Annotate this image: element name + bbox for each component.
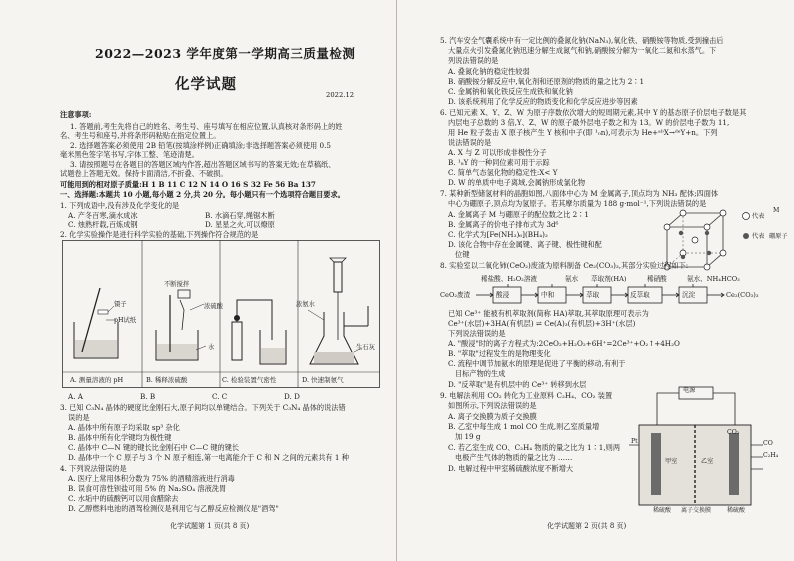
question-4-stem: 4. 下列说法错误的是 bbox=[60, 464, 127, 473]
electrolysis-co2-label: CO₂ bbox=[727, 429, 740, 436]
notice-line: 毫米黑色签字笔书写,字体工整、笔迹清楚。 bbox=[60, 150, 199, 159]
q2-answer-c: C. C bbox=[212, 392, 228, 401]
electrolysis-membrane-label: 离子交换膜 bbox=[681, 507, 712, 514]
question-3-option-c: C. 晶体中 C—N 键的键长比金刚石中 C—C 键的键长 bbox=[68, 443, 240, 452]
electrolysis-acid-right-label: 稀硫酸 bbox=[727, 507, 746, 514]
electrolysis-cell-figure bbox=[629, 385, 769, 515]
flow-step-neutralize: 中和 bbox=[541, 291, 555, 299]
question-6-stem-cont: 说法错误的是 bbox=[448, 138, 492, 147]
flow-step-extract: 萃取 bbox=[586, 291, 600, 299]
question-5-option-d: D. 该系统利用了化学反应的物质变化和化学反应进步等因素 bbox=[448, 97, 638, 106]
question-8-option-b: B. "萃取"过程发生的是物理变化 bbox=[448, 349, 551, 358]
flow-reagent: 稀硝酸 bbox=[647, 275, 667, 283]
electrolysis-chamber-b-label: 乙室 bbox=[701, 458, 714, 465]
question-6-stem: 6. 已知元素 X、Y、Z、W 为原子序数依次增大的短周期元素,其中 Y 的基态原子价层电子数是其 bbox=[440, 108, 747, 117]
question-8-equation: Ce³⁺(水层)+3HA(有机层) ⇌ Ce(A)₃(有机层)+3H⁺(水层) bbox=[448, 319, 636, 328]
flow-step-acid-leach: 酸浸 bbox=[496, 291, 510, 299]
section-heading: 一、选择题:本题共 10 小题,每小题 2 分,共 20 分。每小题只有一个选项符合题目要求。 bbox=[60, 190, 345, 199]
right-page bbox=[397, 0, 794, 561]
q2-caption-c: C. 检验装置气密性 bbox=[222, 376, 277, 384]
question-4-option-d: D. 乙醇燃料电池的酒驾检测仪是利用它与乙醇反应检测仪是"酒驾" bbox=[68, 504, 279, 513]
flow-reagent: 稀盐酸、H₂O₂溶液 bbox=[481, 275, 538, 283]
notice-line: 1. 答题前,考生先将自己的姓名、考生号、座号填写在相应位置,认真核对条形码上的姓 bbox=[70, 122, 343, 131]
notice-heading: 注意事项: bbox=[60, 110, 92, 119]
q2-label-conc-acid: 浓硫酸 bbox=[204, 303, 223, 310]
question-5-stem-cont: 列说法错误的是 bbox=[448, 56, 499, 65]
subject-title: 化学试题 bbox=[175, 76, 237, 93]
atomic-masses: 可能用到的相对原子质量:H 1 B 11 C 12 N 14 O 16 S 32 Fe 56 Ba 137 bbox=[60, 180, 316, 189]
q2-caption-a: A. 测量溶液的 pH bbox=[70, 376, 124, 384]
notice-line: 3. 请按照题号在各题目的答题区域内作答,超出答题区域书写的答案无效;在草稿纸、 bbox=[70, 160, 336, 169]
crystal-legend-icons bbox=[741, 210, 751, 244]
question-7-stem-cont: 中心为硼原子,顶点均为氢原子。若其摩尔质量为 188 g·mol⁻¹,下列说法错误的是 bbox=[448, 199, 707, 208]
question-8-option-c: C. 流程中调节加氨水的原理是促进了平衡的移动,有利于 bbox=[448, 359, 626, 368]
legend-metal-m: M bbox=[773, 207, 780, 214]
question-5-option-c: C. 金属钠和氧化铁反应生成铁和氧化钠 bbox=[448, 87, 573, 96]
question-7-option-a: A. 金属离子 M 与硼原子的配位数之比 2∶1 bbox=[448, 210, 589, 219]
flow-step-back-extract: 反萃取 bbox=[630, 291, 650, 299]
question-6-stem-cont: 内层电子总数的 3 倍,Y、Z、W 的原子最外层电子数之和为 13。W 的价层电子数为 11, bbox=[448, 118, 730, 127]
question-1-stem: 1. 下列成语中,没有涉及化学变化的是 bbox=[60, 201, 180, 210]
q2-label-stir: 不断搅拌 bbox=[164, 281, 190, 288]
flow-reagent: 萃取剂(HA) bbox=[591, 275, 627, 283]
question-3-option-d: D. 晶体中一个 C 原子与 3 个 N 原子相连,第一电离能介于 C 和 N 之间的元素共有 1 种 bbox=[68, 453, 349, 462]
legend-boron: 硼原子 bbox=[769, 233, 788, 240]
question-5-stem: 5. 汽车安全气囊系统中有一定比例的叠氮化钠(NaN₃),氧化铁、硝酸铵等物质,受到撞击后 bbox=[440, 36, 724, 45]
question-9-option-c-cont: 电极产生气体的物质的量之比为 …… bbox=[455, 453, 573, 462]
question-3-stem-cont: 误的是 bbox=[68, 413, 90, 422]
question-9-stem: 9. 电解法利用 CO₂ 转化为工业原料 C₂H₄、CO₂ 装置 bbox=[440, 391, 613, 400]
question-3-stem: 3. 已知 C₃N₄ 晶体的硬度比金刚石大,原子间均以单键结合。下列关于 C₃N₄ 晶体的说法错 bbox=[60, 403, 346, 412]
q2-answer-a: A. A bbox=[68, 392, 83, 401]
q2-label-ph-paper: pH试纸 bbox=[114, 317, 137, 324]
question-7-option-b: B. 金属离子的价电子排布式为 3d⁶ bbox=[448, 220, 559, 229]
question-6-option-c: C. 简单气态氢化物的稳定性:X< Y bbox=[448, 168, 558, 177]
question-1-option-a: A. 产冬百寒,滴水成冰 bbox=[68, 211, 138, 220]
electrolysis-co-label: CO bbox=[763, 440, 773, 447]
question-8-option-a: A. "酸浸"时的离子方程式为:2CeO₂+H₂O₂+6H⁺=2Ce³⁺+O₂↑+4H₂O bbox=[448, 339, 680, 348]
notice-line: 名、考生号和座号,并将条形码粘贴在指定位置上。 bbox=[60, 131, 221, 140]
question-6-option-a: A. X 与 Z 可以形成非极性分子 bbox=[448, 148, 547, 157]
question-9-stem-cont: 如图所示,下列说法错误的是 bbox=[448, 401, 537, 410]
flow-start: CeO₂废渣 bbox=[440, 291, 471, 299]
question-7-option-c: C. 化学式为[Fe(NH₃)₆](BH₄)₂ bbox=[448, 230, 548, 239]
q2-caption-d: D. 快速制氨气 bbox=[302, 376, 344, 384]
q2-label-ammonia: 浓氨水 bbox=[296, 301, 315, 308]
q2-answer-d: D. D bbox=[284, 392, 300, 401]
question-6-option-b: B. ¹₈Y 的一种同位素可用于示踪 bbox=[448, 158, 550, 167]
question-7-option-d-cont: 位键 bbox=[455, 250, 470, 259]
flow-reagent: 氨水 bbox=[565, 275, 579, 283]
question-5-option-a: A. 叠氮化钠的稳定性较弱 bbox=[448, 67, 530, 76]
question-1-option-d: D. 星星之火,可以燎原 bbox=[205, 220, 275, 229]
electrolysis-pt-label: Pt bbox=[631, 438, 638, 445]
exam-title: 2022—2023 学年度第一学期高三质量检测 bbox=[95, 46, 356, 61]
question-8-option-d: D. "反萃取"是有机层中的 Ce³⁺ 转移到水层 bbox=[448, 380, 587, 389]
question-9-option-b: B. 乙室中每生成 1 mol CO 生成,则乙室质量增 bbox=[448, 422, 600, 431]
flow-step-precipitate: 沉淀 bbox=[682, 291, 696, 299]
page-footer: 化学试题第 2 页(共 8 页) bbox=[547, 522, 627, 530]
question-9-option-c: C. 若乙室生成 CO、C₂H₄ 物质的量之比为 1∶1,则两 bbox=[448, 443, 621, 452]
question-4-option-a: A. 医疗上常用体积分数为 75% 的酒精溶液进行消毒 bbox=[68, 474, 235, 483]
question-2-apparatus-figure bbox=[62, 240, 380, 388]
question-9-option-a: A. 离子交换膜为质子交换膜 bbox=[448, 412, 537, 421]
question-5-stem-cont: 大量点火引发叠氮化钠迅速分解生成氮气和钠,硝酸铵分解为一氧化二氮和水蒸气。下 bbox=[448, 46, 717, 55]
question-5-option-b: B. 硝酸铵分解反应中,氧化剂和还原剂的物质的量之比为 2∶1 bbox=[448, 77, 645, 86]
legend-represents: 代表 bbox=[752, 213, 765, 220]
notice-line: 2. 选择题答案必须使用 2B 铅笔(按填涂样例)正确填涂;非选择题答案必须使用 0.5 bbox=[70, 141, 331, 150]
question-7-stem: 7. 某种新型储氢材料的晶胞如图,八面体中心为 M 金属离子,顶点均为 NH₃ 配体;四面体 bbox=[440, 189, 719, 198]
question-2-stem: 2. 化学实验操作是进行科学实验的基础,下列操作符合规范的是 bbox=[60, 230, 259, 239]
legend-represents: 代表 bbox=[752, 233, 765, 240]
q2-label-tweezers: 镊子 bbox=[114, 301, 127, 308]
question-9-option-b-cont: 加 19 g bbox=[455, 432, 481, 441]
electrolysis-c2h4-label: C₂H₄ bbox=[763, 452, 779, 459]
question-6-option-d: D. W 的单质中电子离域,会属钠形成氯化物 bbox=[448, 178, 586, 187]
exam-date: 2022.12 bbox=[326, 91, 355, 99]
page-footer: 化学试题第 1 页(共 8 页) bbox=[170, 522, 250, 530]
electrolysis-acid-left-label: 稀硫酸 bbox=[653, 507, 672, 514]
question-8-stem: 8. 实验室以二氧化铈(CeO₂)废渣为原料制备 Ce₂(CO₃)₃,其部分实验过程如下: bbox=[440, 261, 689, 270]
question-4-option-b: B. 误食可溶性钡盐可用 5% 的 Na₂SO₄ 溶液洗胃 bbox=[68, 484, 227, 493]
question-1-option-b: B. 水滴石穿,绳锯木断 bbox=[205, 211, 275, 220]
electrolysis-chamber-a-label: 甲室 bbox=[665, 458, 678, 465]
question-8-note: 已知 Ce³⁺ 能被有机萃取剂(简称 HA)萃取,其萃取原理可表示为 bbox=[448, 309, 649, 318]
q2-caption-b: B. 稀释浓硫酸 bbox=[146, 376, 188, 384]
flow-reagent: 氨水、NH₄HCO₃ bbox=[687, 275, 740, 283]
q2-label-water: 水 bbox=[208, 344, 215, 351]
flow-product: Ce₂(CO₃)₃ bbox=[726, 291, 759, 299]
question-7-option-d: D. 该化合物中存在金属键、离子键、极性键和配 bbox=[448, 240, 602, 249]
electrolysis-power-label: 电源 bbox=[683, 387, 696, 394]
question-8-option-c-cont: 目标产物的生成 bbox=[455, 369, 506, 378]
question-6-stem-cont: 用 He 粒子轰击 X 原子核产生 Y 核和中子(即 ¹₀n),可表示为 He+ᵃᵇX→ᵈᵉY+n。下列 bbox=[448, 128, 718, 137]
notice-line: 试题卷上答题无效。保持卡面清洁,不折叠、不破损。 bbox=[60, 169, 228, 178]
question-8-stem-cont: 下列说法错误的是 bbox=[448, 329, 506, 338]
q2-answer-b: B. B bbox=[140, 392, 156, 401]
question-4-option-c: C. 水垢中的硫酸钙可以用食醋除去 bbox=[68, 494, 179, 503]
q2-label-quicklime: 生石灰 bbox=[356, 344, 375, 351]
question-1-option-c: C. 烛熟杆载,百炼成钢 bbox=[68, 220, 138, 229]
question-3-option-b: B. 晶体中所有化学键均为极性键 bbox=[68, 433, 172, 442]
question-3-option-a: A. 晶体中所有原子均采取 sp³ 杂化 bbox=[68, 423, 180, 432]
question-9-option-d: D. 电解过程中甲室稀硫酸浓度不断增大 bbox=[448, 464, 574, 473]
